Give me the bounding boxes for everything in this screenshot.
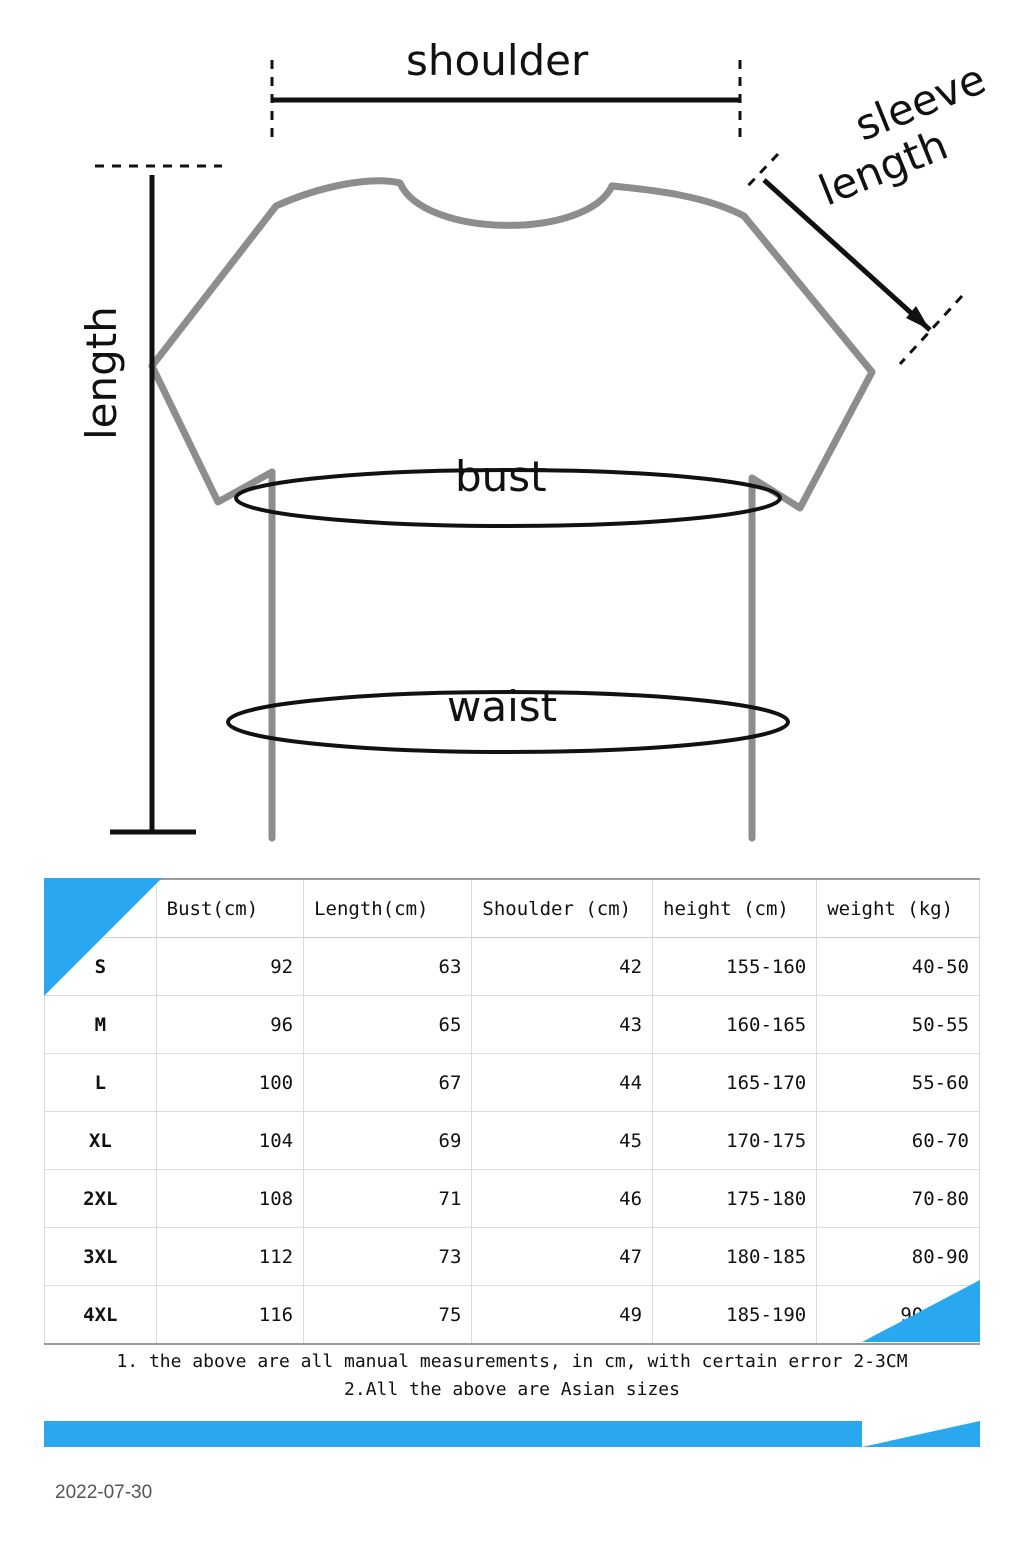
cell-length: 63 xyxy=(304,938,472,996)
cell-length: 73 xyxy=(304,1228,472,1286)
cell-size: XL xyxy=(45,1112,157,1170)
cell-shoulder: 42 xyxy=(472,938,653,996)
table-header xyxy=(45,879,980,938)
cell-height: 185-190 xyxy=(653,1286,817,1345)
sleeve-length-label-line1: sleeve xyxy=(848,54,993,151)
accent-bottom-bar-notch xyxy=(862,1421,980,1447)
cell-height: 170-175 xyxy=(653,1112,817,1170)
cell-bust: 100 xyxy=(156,1054,303,1112)
column-header-shoulder: Shoulder (cm) xyxy=(472,879,653,938)
table-row xyxy=(45,938,980,996)
cell-shoulder: 45 xyxy=(472,1112,653,1170)
length-label: length xyxy=(77,306,126,440)
cell-height: 155-160 xyxy=(653,938,817,996)
table-row xyxy=(45,1170,980,1228)
cell-length: 69 xyxy=(304,1112,472,1170)
cell-length: 71 xyxy=(304,1170,472,1228)
table-body xyxy=(45,938,980,1345)
column-header-length: Length(cm) xyxy=(304,879,472,938)
table-header-row xyxy=(45,879,980,938)
shoulder-label: shoulder xyxy=(406,36,589,85)
bust-label: bust xyxy=(455,452,547,501)
cell-bust: 112 xyxy=(156,1228,303,1286)
table-row xyxy=(45,1228,980,1286)
cell-size: 2XL xyxy=(45,1170,157,1228)
table-row xyxy=(45,1286,980,1345)
waist-label: waist xyxy=(447,682,558,731)
cell-weight: 70-80 xyxy=(817,1170,980,1228)
cell-bust: 108 xyxy=(156,1170,303,1228)
cell-size: L xyxy=(45,1054,157,1112)
cell-size: S xyxy=(45,938,157,996)
cell-length: 67 xyxy=(304,1054,472,1112)
cell-bust: 92 xyxy=(156,938,303,996)
cell-shoulder: 43 xyxy=(472,996,653,1054)
cell-height: 165-170 xyxy=(653,1054,817,1112)
cell-bust: 116 xyxy=(156,1286,303,1345)
footer-date: 2022-07-30 xyxy=(55,1482,153,1503)
column-header-bust: Bust(cm) xyxy=(156,879,303,938)
measurement-notes xyxy=(44,1348,980,1404)
cell-weight: 60-70 xyxy=(817,1112,980,1170)
size-chart-table xyxy=(44,878,980,1345)
cell-length: 75 xyxy=(304,1286,472,1345)
cell-height: 175-180 xyxy=(653,1170,817,1228)
cell-bust: 104 xyxy=(156,1112,303,1170)
accent-bottom-bar xyxy=(44,1421,980,1447)
cell-size: M xyxy=(45,996,157,1054)
table-row xyxy=(45,1054,980,1112)
note-asian-sizes: 2.All the above are Asian sizes xyxy=(344,1378,680,1400)
cell-shoulder: 47 xyxy=(472,1228,653,1286)
column-header-size: size xyxy=(45,879,157,938)
cell-weight: 80-90 xyxy=(817,1228,980,1286)
cell-shoulder: 46 xyxy=(472,1170,653,1228)
table-row xyxy=(45,996,980,1054)
cell-height: 160-165 xyxy=(653,996,817,1054)
size-chart-table-container xyxy=(44,878,980,1345)
cell-weight: 55-60 xyxy=(817,1054,980,1112)
table-row xyxy=(45,1112,980,1170)
cell-size: 4XL xyxy=(45,1286,157,1345)
column-header-weight: weight (kg) xyxy=(817,879,980,938)
note-manual-measurement: 1. the above are all manual measurements, in cm, with certain error 2-3CM xyxy=(116,1351,908,1372)
cell-shoulder: 49 xyxy=(472,1286,653,1345)
sleeve-length-label-line2: length xyxy=(812,119,955,216)
length-measure xyxy=(95,166,222,832)
cell-weight: 50-55 xyxy=(817,996,980,1054)
cell-size: 3XL xyxy=(45,1228,157,1286)
cell-height: 180-185 xyxy=(653,1228,817,1286)
column-header-height: height (cm) xyxy=(653,879,817,938)
cell-weight: 90-100 xyxy=(817,1286,980,1345)
cell-bust: 96 xyxy=(156,996,303,1054)
cell-length: 65 xyxy=(304,996,472,1054)
cell-shoulder: 44 xyxy=(472,1054,653,1112)
cell-weight: 40-50 xyxy=(817,938,980,996)
